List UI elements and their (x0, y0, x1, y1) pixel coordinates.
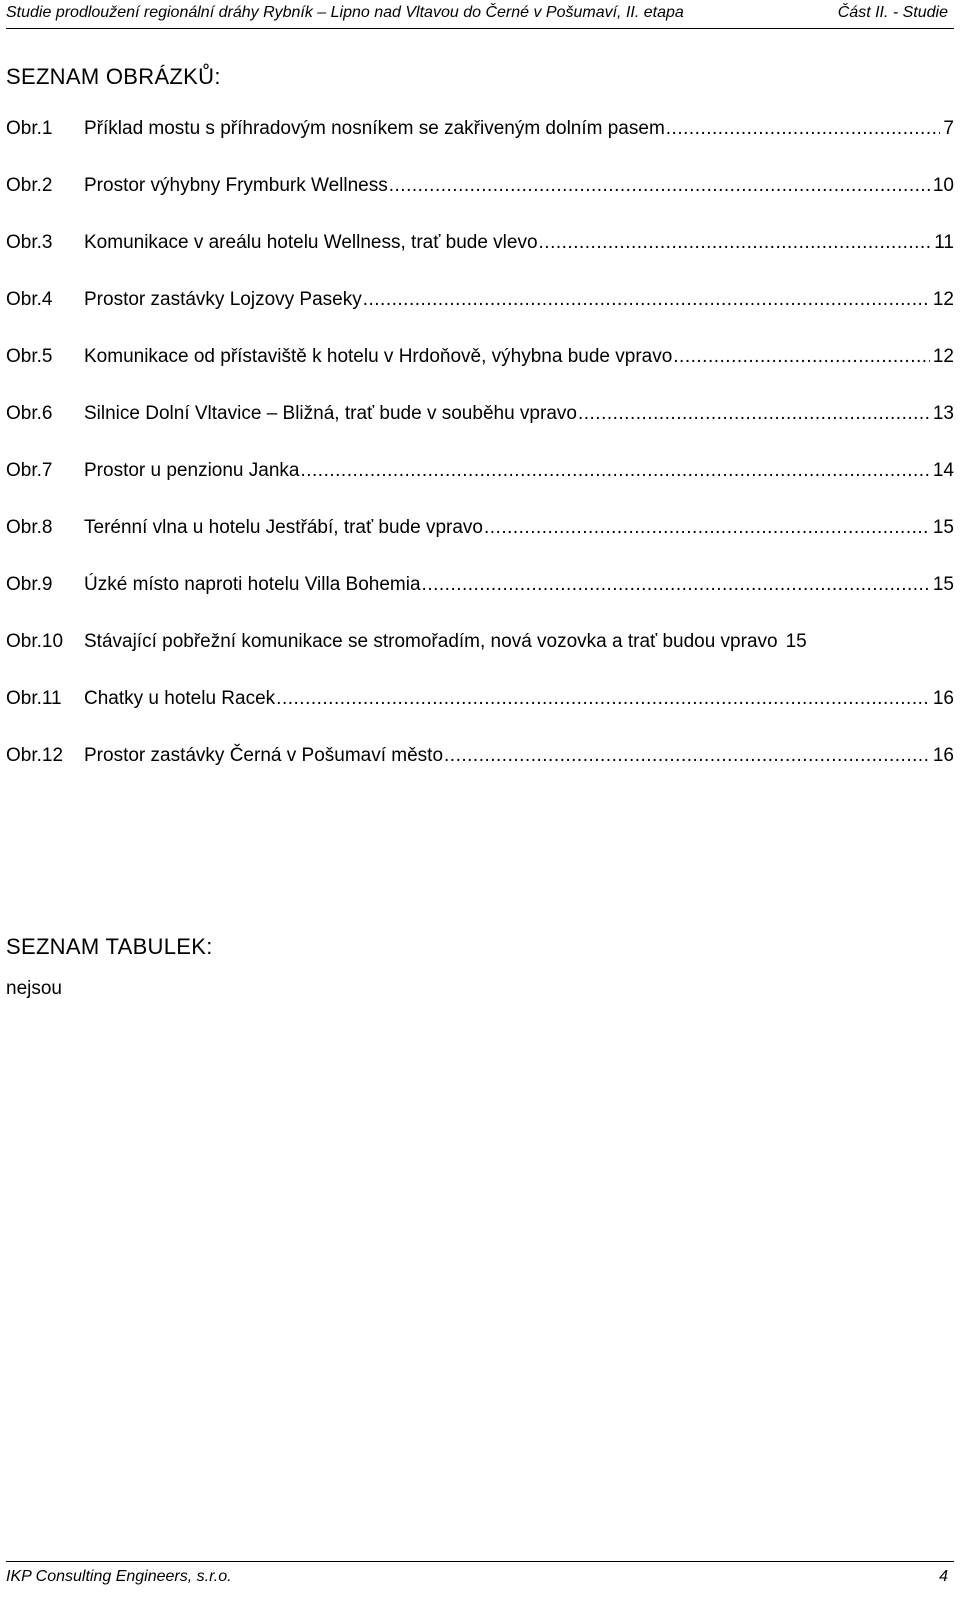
figure-number: Obr.9 (6, 574, 53, 595)
dot-leader (389, 175, 930, 197)
figure-number: Obr.10 (6, 631, 64, 652)
figure-number: Obr.12 (6, 745, 64, 766)
page-number: 12 (932, 346, 954, 367)
document-title: Studie prodloužení regionální dráhy Rybník – Lipno nad Vltavou do Černé v Pošumaví, II. etapa (6, 4, 684, 21)
figure-caption: Stávající pobřežní komunikace se stromořadím, nová vozovka a trať budou vpravo (84, 631, 778, 652)
toc-entry[interactable] (6, 232, 954, 289)
toc-entry[interactable] (6, 574, 954, 631)
figure-number: Obr.8 (6, 517, 53, 538)
page-number: 10 (932, 175, 954, 196)
figure-caption: Prostor zastávky Černá v Pošumaví město (84, 745, 444, 766)
toc-entry[interactable] (6, 460, 954, 517)
figure-caption: Chatky u hotelu Racek (84, 688, 276, 709)
dot-leader (363, 289, 930, 311)
dot-leader (444, 745, 930, 767)
figure-caption: Komunikace od přístaviště k hotelu v Hrdoňově, výhybna bude vpravo (84, 346, 673, 367)
toc-entry[interactable] (6, 346, 954, 403)
page-number: 12 (932, 289, 954, 310)
toc-entry[interactable] (6, 517, 954, 574)
page-number: 13 (932, 403, 954, 424)
figure-number: Obr.7 (6, 460, 53, 481)
dot-leader (666, 118, 941, 140)
figure-number: Obr.1 (6, 118, 53, 139)
dot-leader (484, 517, 930, 539)
dot-leader (539, 232, 932, 254)
toc-entry[interactable] (6, 403, 954, 460)
tables-list-title: SEZNAM TABULEK: (6, 934, 213, 959)
figure-number: Obr.4 (6, 289, 53, 310)
figure-caption: Komunikace v areálu hotelu Wellness, trať bude vlevo (84, 232, 538, 253)
toc-entry[interactable] (6, 688, 954, 745)
page-number: 15 (932, 574, 954, 595)
page-footer (6, 1561, 954, 1594)
figure-caption: Prostor zastávky Lojzovy Paseky (84, 289, 362, 310)
figure-caption: Příklad mostu s příhradovým nosníkem se zakřiveným dolním pasem (84, 118, 665, 139)
document-part: Část II. - Studie (837, 4, 948, 21)
dot-leader (276, 688, 930, 710)
figure-caption: Prostor výhybny Frymburk Wellness (84, 175, 388, 196)
figure-number: Obr.11 (6, 688, 62, 709)
page-number: 15 (785, 631, 807, 652)
page-number: 14 (932, 460, 954, 481)
figures-list-title: SEZNAM OBRÁZKŮ: (6, 64, 221, 89)
toc-entry[interactable] (6, 118, 954, 175)
toc-entry[interactable] (6, 745, 954, 802)
toc-entry[interactable] (6, 175, 954, 232)
figures-list (6, 118, 954, 802)
page-number: 16 (932, 688, 954, 709)
figure-number: Obr.3 (6, 232, 53, 253)
page-number: 11 (934, 232, 954, 253)
company-name: IKP Consulting Engineers, s.r.o. (6, 1568, 232, 1585)
figure-number: Obr.5 (6, 346, 53, 367)
page-number: 15 (932, 517, 954, 538)
page-number-footer: 4 (939, 1568, 948, 1585)
figure-number: Obr.2 (6, 175, 53, 196)
page-number: 7 (943, 118, 954, 139)
figure-caption: Silnice Dolní Vltavice – Bližná, trať bude v souběhu vpravo (84, 403, 577, 424)
tables-list-text: nejsou (6, 978, 62, 999)
dot-leader (578, 403, 930, 425)
page-number: 16 (932, 745, 954, 766)
dot-leader (300, 460, 929, 482)
dot-leader (422, 574, 930, 596)
figure-caption: Terénní vlna u hotelu Jestřábí, trať bude vpravo (84, 517, 483, 538)
toc-entry[interactable] (6, 631, 954, 688)
dot-leader (673, 346, 930, 368)
figure-caption: Prostor u penzionu Janka (84, 460, 300, 481)
page-header (6, 4, 954, 29)
toc-entry[interactable] (6, 289, 954, 346)
figure-caption: Úzké místo naproti hotelu Villa Bohemia (84, 574, 421, 595)
figure-number: Obr.6 (6, 403, 53, 424)
